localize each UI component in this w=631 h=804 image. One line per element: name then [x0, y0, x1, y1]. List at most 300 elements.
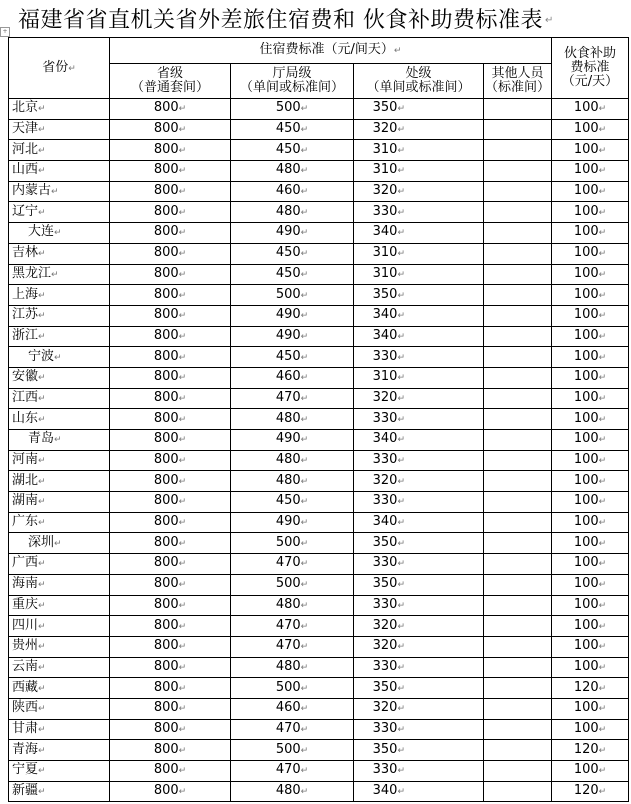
meal-allowance-cell: 100↵ — [552, 554, 629, 575]
provincial-rate-cell-value: 800 — [153, 762, 179, 778]
province-cell: 湖北↵ — [9, 471, 110, 492]
meal-allowance-cell-value: 100 — [573, 658, 599, 674]
table-row — [9, 781, 629, 802]
division-rate-cell-value: 320 — [372, 389, 398, 405]
table-row — [9, 492, 629, 513]
bureau-rate-cell: 470↵ — [231, 719, 354, 740]
province-cell-value: 湖北 — [12, 472, 39, 488]
provincial-rate-cell: 800↵ — [110, 533, 231, 554]
province-cell-value: 深圳 — [28, 534, 55, 550]
province-cell-value: 山东 — [12, 410, 39, 426]
provincial-rate-cell-value: 800 — [153, 162, 179, 178]
other-rate-cell — [484, 616, 552, 637]
other-rate-cell — [484, 202, 552, 223]
province-cell: 西藏↵ — [9, 678, 110, 699]
provincial-rate-cell: 800↵ — [110, 409, 231, 430]
other-rate-cell — [484, 719, 552, 740]
other-rate-cell — [484, 181, 552, 202]
meal-allowance-cell-value: 100 — [573, 265, 599, 281]
division-rate-cell-value: 330 — [372, 658, 398, 674]
provincial-rate-cell: 800↵ — [110, 657, 231, 678]
division-rate-cell-value: 350 — [372, 100, 398, 116]
table-row — [9, 678, 629, 699]
province-cell: 海南↵ — [9, 574, 110, 595]
provincial-rate-cell-value: 800 — [153, 286, 179, 302]
provincial-rate-cell-value: 800 — [153, 389, 179, 405]
division-rate-cell: 330↵ — [354, 657, 484, 678]
division-rate-cell: 320↵ — [354, 471, 484, 492]
meal-allowance-cell: 100↵ — [552, 430, 629, 451]
province-cell-value: 广东 — [12, 514, 39, 530]
bureau-rate-cell-value: 470 — [275, 762, 301, 778]
province-cell: 青海↵ — [9, 740, 110, 761]
bureau-rate-cell-value: 450 — [275, 493, 301, 509]
division-rate-cell: 340↵ — [354, 223, 484, 244]
meal-allowance-cell: 120↵ — [552, 781, 629, 802]
bureau-rate-cell-value: 470 — [275, 720, 301, 736]
bureau-rate-cell: 480↵ — [231, 471, 354, 492]
division-rate-cell-value: 330 — [372, 410, 398, 426]
division-rate-cell: 350↵ — [354, 533, 484, 554]
provincial-rate-cell: 800↵ — [110, 223, 231, 244]
meal-allowance-cell: 100↵ — [552, 512, 629, 533]
meal-allowance-cell-value: 100 — [573, 720, 599, 736]
division-rate-cell: 330↵ — [354, 409, 484, 430]
division-rate-cell: 340↵ — [354, 430, 484, 451]
other-rate-cell — [484, 781, 552, 802]
table-row — [9, 140, 629, 161]
division-rate-cell-value: 340 — [372, 224, 398, 240]
provincial-rate-cell-value: 800 — [153, 431, 179, 447]
page-title: 福建省省直机关省外差旅住宿费和 伙食补助费标准表 ↵ — [18, 8, 554, 33]
division-rate-cell-value: 330 — [372, 452, 398, 468]
table-row — [9, 305, 629, 326]
table-row — [9, 99, 629, 120]
bureau-rate-cell: 470↵ — [231, 554, 354, 575]
bureau-rate-cell-value: 460 — [275, 700, 301, 716]
division-rate-cell-value: 320 — [372, 617, 398, 633]
provincial-rate-cell-value: 800 — [153, 679, 179, 695]
meal-allowance-cell: 100↵ — [552, 636, 629, 657]
province-cell-value: 青海 — [12, 741, 39, 757]
other-rate-cell — [484, 285, 552, 306]
table-row — [9, 243, 629, 264]
meal-allowance-cell: 100↵ — [552, 492, 629, 513]
division-rate-cell-value: 310 — [372, 369, 398, 385]
province-cell: 云南↵ — [9, 657, 110, 678]
division-rate-cell-value: 350 — [372, 679, 398, 695]
provincial-rate-cell-value: 800 — [153, 596, 179, 612]
division-rate-cell-value: 350 — [372, 576, 398, 592]
bureau-rate-cell-value: 480 — [275, 596, 301, 612]
bureau-rate-cell: 450↵ — [231, 140, 354, 161]
meal-allowance-cell: 100↵ — [552, 99, 629, 120]
other-rate-cell — [484, 430, 552, 451]
table-row — [9, 574, 629, 595]
meal-allowance-cell-value: 100 — [573, 224, 599, 240]
bureau-rate-cell-value: 450 — [275, 141, 301, 157]
province-cell: 四川↵ — [9, 616, 110, 637]
meal-allowance-cell: 100↵ — [552, 326, 629, 347]
table-row — [9, 595, 629, 616]
province-cell-value: 湖南 — [12, 493, 39, 509]
provincial-rate-cell: 800↵ — [110, 326, 231, 347]
meal-allowance-cell: 100↵ — [552, 202, 629, 223]
meal-allowance-cell: 100↵ — [552, 223, 629, 244]
meal-allowance-cell: 100↵ — [552, 181, 629, 202]
bureau-rate-cell-value: 490 — [275, 224, 301, 240]
other-rate-cell — [484, 636, 552, 657]
other-rate-cell — [484, 264, 552, 285]
other-rate-cell — [484, 678, 552, 699]
meal-allowance-cell: 100↵ — [552, 450, 629, 471]
provincial-rate-cell: 800↵ — [110, 554, 231, 575]
bureau-rate-cell: 500↵ — [231, 678, 354, 699]
provincial-rate-cell-value: 800 — [153, 224, 179, 240]
provincial-rate-cell-value: 800 — [153, 141, 179, 157]
rates-table — [8, 37, 629, 802]
bureau-rate-cell-value: 500 — [275, 286, 301, 302]
meal-allowance-cell: 100↵ — [552, 616, 629, 637]
bureau-rate-cell-value: 500 — [275, 534, 301, 550]
division-rate-cell-value: 330 — [372, 596, 398, 612]
province-cell: 重庆↵ — [9, 595, 110, 616]
table-anchor-icon[interactable]: + — [0, 27, 10, 37]
division-rate-cell-value: 330 — [372, 555, 398, 571]
province-cell: 山东↵ — [9, 409, 110, 430]
provincial-rate-cell: 800↵ — [110, 678, 231, 699]
province-cell-value: 青岛 — [28, 431, 55, 447]
table-row — [9, 657, 629, 678]
bureau-rate-cell-value: 500 — [275, 100, 301, 116]
bureau-rate-cell: 460↵ — [231, 698, 354, 719]
meal-allowance-cell-value: 100 — [573, 493, 599, 509]
table-body — [9, 99, 629, 802]
province-cell: 甘肃↵ — [9, 719, 110, 740]
provincial-rate-cell: 800↵ — [110, 636, 231, 657]
meal-allowance-cell: 100↵ — [552, 471, 629, 492]
provincial-rate-cell-value: 800 — [153, 700, 179, 716]
meal-allowance-cell-value: 100 — [573, 307, 599, 323]
meal-allowance-cell-value: 100 — [573, 203, 599, 219]
division-rate-cell: 330↵ — [354, 347, 484, 368]
provincial-rate-cell: 800↵ — [110, 740, 231, 761]
meal-allowance-cell: 100↵ — [552, 719, 629, 740]
bureau-rate-cell-value: 450 — [275, 348, 301, 364]
bureau-rate-cell: 460↵ — [231, 367, 354, 388]
division-rate-cell: 320↵ — [354, 119, 484, 140]
provincial-rate-cell-value: 800 — [153, 183, 179, 199]
province-cell-value: 大连 — [28, 224, 55, 240]
table-row — [9, 326, 629, 347]
bureau-rate-cell: 490↵ — [231, 223, 354, 244]
header-provincial: 省级 （普通套间） — [110, 64, 231, 99]
provincial-rate-cell: 800↵ — [110, 450, 231, 471]
bureau-rate-cell-value: 460 — [275, 183, 301, 199]
bureau-rate-cell: 480↵ — [231, 202, 354, 223]
provincial-rate-cell: 800↵ — [110, 595, 231, 616]
province-cell-value: 黑龙江 — [12, 265, 52, 281]
bureau-rate-cell-value: 480 — [275, 162, 301, 178]
table-row — [9, 223, 629, 244]
meal-allowance-cell: 100↵ — [552, 388, 629, 409]
other-rate-cell — [484, 99, 552, 120]
bureau-rate-cell-value: 490 — [275, 327, 301, 343]
province-cell-value: 云南 — [12, 658, 39, 674]
meal-allowance-cell-value: 100 — [573, 327, 599, 343]
provincial-rate-cell: 800↵ — [110, 512, 231, 533]
division-rate-cell: 310↵ — [354, 367, 484, 388]
province-cell: 安徽↵ — [9, 367, 110, 388]
province-cell-value: 辽宁 — [12, 203, 39, 219]
meal-allowance-cell: 100↵ — [552, 305, 629, 326]
province-cell: 浙江↵ — [9, 326, 110, 347]
table-row — [9, 761, 629, 782]
province-cell-value: 西藏 — [12, 679, 39, 695]
other-rate-cell — [484, 492, 552, 513]
bureau-rate-cell: 450↵ — [231, 119, 354, 140]
other-rate-cell — [484, 223, 552, 244]
other-rate-cell — [484, 388, 552, 409]
meal-allowance-cell: 100↵ — [552, 533, 629, 554]
table-row — [9, 450, 629, 471]
division-rate-cell: 330↵ — [354, 761, 484, 782]
division-rate-cell-value: 340 — [372, 514, 398, 530]
division-rate-cell-value: 340 — [372, 783, 398, 799]
table-row — [9, 181, 629, 202]
division-rate-cell-value: 310 — [372, 245, 398, 261]
other-rate-cell — [484, 740, 552, 761]
bureau-rate-cell: 480↵ — [231, 450, 354, 471]
table-row — [9, 367, 629, 388]
bureau-rate-cell-value: 480 — [275, 452, 301, 468]
meal-allowance-cell: 100↵ — [552, 243, 629, 264]
other-rate-cell — [484, 471, 552, 492]
division-rate-cell-value: 310 — [372, 141, 398, 157]
other-rate-cell — [484, 409, 552, 430]
provincial-rate-cell-value: 800 — [153, 100, 179, 116]
bureau-rate-cell-value: 480 — [275, 410, 301, 426]
table-row — [9, 533, 629, 554]
bureau-rate-cell-value: 450 — [275, 245, 301, 261]
provincial-rate-cell: 800↵ — [110, 471, 231, 492]
province-cell-value: 浙江 — [12, 327, 39, 343]
other-rate-cell — [484, 326, 552, 347]
bureau-rate-cell: 450↵ — [231, 243, 354, 264]
bureau-rate-cell-value: 480 — [275, 658, 301, 674]
table-row — [9, 388, 629, 409]
division-rate-cell: 340↵ — [354, 305, 484, 326]
provincial-rate-cell-value: 800 — [153, 327, 179, 343]
province-cell: 北京↵ — [9, 99, 110, 120]
provincial-rate-cell: 800↵ — [110, 161, 231, 182]
division-rate-cell: 350↵ — [354, 740, 484, 761]
meal-allowance-cell-value: 100 — [573, 245, 599, 261]
provincial-rate-cell-value: 800 — [153, 245, 179, 261]
provincial-rate-cell-value: 800 — [153, 555, 179, 571]
bureau-rate-cell-value: 470 — [275, 617, 301, 633]
provincial-rate-cell: 800↵ — [110, 119, 231, 140]
bureau-rate-cell-value: 490 — [275, 307, 301, 323]
province-cell-value: 上海 — [12, 286, 39, 302]
table-row — [9, 161, 629, 182]
header-bureau: 厅局级 （单间或标准间） — [231, 64, 354, 99]
table-row — [9, 202, 629, 223]
table-row — [9, 285, 629, 306]
division-rate-cell: 330↵ — [354, 554, 484, 575]
meal-allowance-cell: 100↵ — [552, 119, 629, 140]
meal-allowance-cell: 100↵ — [552, 409, 629, 430]
other-rate-cell — [484, 698, 552, 719]
province-cell-value: 吉林 — [12, 245, 39, 261]
province-cell-value: 江苏 — [12, 307, 39, 323]
province-cell: 大连↵ — [9, 223, 110, 244]
meal-allowance-cell-value: 100 — [573, 100, 599, 116]
bureau-rate-cell: 480↵ — [231, 657, 354, 678]
other-rate-cell — [484, 119, 552, 140]
division-rate-cell: 340↵ — [354, 326, 484, 347]
province-cell: 山西↵ — [9, 161, 110, 182]
province-cell: 宁夏↵ — [9, 761, 110, 782]
province-cell: 宁波↵ — [9, 347, 110, 368]
provincial-rate-cell-value: 800 — [153, 534, 179, 550]
table-row — [9, 409, 629, 430]
bureau-rate-cell-value: 490 — [275, 431, 301, 447]
provincial-rate-cell-value: 800 — [153, 472, 179, 488]
table-row — [9, 719, 629, 740]
bureau-rate-cell: 480↵ — [231, 161, 354, 182]
division-rate-cell-value: 320 — [372, 472, 398, 488]
division-rate-cell: 340↵ — [354, 781, 484, 802]
provincial-rate-cell-value: 800 — [153, 720, 179, 736]
meal-allowance-cell-value: 120 — [573, 741, 599, 757]
table-row — [9, 616, 629, 637]
bureau-rate-cell: 480↵ — [231, 595, 354, 616]
division-rate-cell: 310↵ — [354, 243, 484, 264]
meal-allowance-cell-value: 100 — [573, 183, 599, 199]
bureau-rate-cell: 470↵ — [231, 616, 354, 637]
division-rate-cell: 350↵ — [354, 99, 484, 120]
bureau-rate-cell: 500↵ — [231, 285, 354, 306]
other-rate-cell — [484, 761, 552, 782]
division-rate-cell-value: 340 — [372, 307, 398, 323]
provincial-rate-cell-value: 800 — [153, 307, 179, 323]
division-rate-cell-value: 320 — [372, 700, 398, 716]
division-rate-cell: 350↵ — [354, 285, 484, 306]
provincial-rate-cell-value: 800 — [153, 638, 179, 654]
meal-allowance-cell: 100↵ — [552, 698, 629, 719]
provincial-rate-cell-value: 800 — [153, 493, 179, 509]
division-rate-cell-value: 330 — [372, 762, 398, 778]
provincial-rate-cell-value: 800 — [153, 203, 179, 219]
provincial-rate-cell-value: 800 — [153, 617, 179, 633]
meal-allowance-cell: 100↵ — [552, 347, 629, 368]
provincial-rate-cell-value: 800 — [153, 369, 179, 385]
meal-allowance-cell-value: 100 — [573, 555, 599, 571]
provincial-rate-cell: 800↵ — [110, 140, 231, 161]
division-rate-cell: 320↵ — [354, 698, 484, 719]
meal-allowance-cell: 120↵ — [552, 678, 629, 699]
bureau-rate-cell-value: 470 — [275, 638, 301, 654]
meal-allowance-cell-value: 100 — [573, 514, 599, 530]
table-row — [9, 636, 629, 657]
header-division: 处级 （单间或标准间） — [354, 64, 484, 99]
bureau-rate-cell: 470↵ — [231, 636, 354, 657]
provincial-rate-cell: 800↵ — [110, 719, 231, 740]
bureau-rate-cell-value: 450 — [275, 265, 301, 281]
province-cell-value: 贵州 — [12, 638, 39, 654]
provincial-rate-cell: 800↵ — [110, 781, 231, 802]
meal-allowance-cell-value: 100 — [573, 596, 599, 612]
other-rate-cell — [484, 161, 552, 182]
bureau-rate-cell: 490↵ — [231, 305, 354, 326]
bureau-rate-cell: 500↵ — [231, 533, 354, 554]
provincial-rate-cell: 800↵ — [110, 616, 231, 637]
other-rate-cell — [484, 512, 552, 533]
province-cell-value: 甘肃 — [12, 720, 39, 736]
division-rate-cell-value: 310 — [372, 162, 398, 178]
division-rate-cell: 320↵ — [354, 616, 484, 637]
province-cell: 吉林↵ — [9, 243, 110, 264]
province-cell: 内蒙古↵ — [9, 181, 110, 202]
division-rate-cell-value: 330 — [372, 493, 398, 509]
meal-allowance-cell: 100↵ — [552, 140, 629, 161]
table-row — [9, 347, 629, 368]
province-cell: 辽宁↵ — [9, 202, 110, 223]
other-rate-cell — [484, 140, 552, 161]
table-row — [9, 119, 629, 140]
meal-allowance-cell-value: 100 — [573, 638, 599, 654]
provincial-rate-cell: 800↵ — [110, 430, 231, 451]
province-cell-value: 宁波 — [28, 348, 55, 364]
other-rate-cell — [484, 554, 552, 575]
meal-allowance-cell-value: 120 — [573, 679, 599, 695]
province-cell: 广西↵ — [9, 554, 110, 575]
province-cell-value: 陕西 — [12, 700, 39, 716]
meal-allowance-cell: 100↵ — [552, 657, 629, 678]
division-rate-cell: 350↵ — [354, 678, 484, 699]
meal-allowance-cell-value: 100 — [573, 617, 599, 633]
division-rate-cell: 330↵ — [354, 492, 484, 513]
bureau-rate-cell: 460↵ — [231, 181, 354, 202]
bureau-rate-cell: 450↵ — [231, 492, 354, 513]
provincial-rate-cell-value: 800 — [153, 741, 179, 757]
division-rate-cell: 320↵ — [354, 636, 484, 657]
table-row — [9, 430, 629, 451]
province-cell-value: 新疆 — [12, 783, 39, 799]
provincial-rate-cell-value: 800 — [153, 783, 179, 799]
other-rate-cell — [484, 243, 552, 264]
bureau-rate-cell-value: 500 — [275, 576, 301, 592]
other-rate-cell — [484, 305, 552, 326]
province-cell: 青岛↵ — [9, 430, 110, 451]
bureau-rate-cell: 490↵ — [231, 512, 354, 533]
division-rate-cell-value: 320 — [372, 121, 398, 137]
meal-allowance-cell-value: 100 — [573, 286, 599, 302]
provincial-rate-cell: 800↵ — [110, 761, 231, 782]
header-lodging-group: 住宿费标准（元/间天）↵ — [110, 38, 552, 64]
province-cell-value: 海南 — [12, 576, 39, 592]
meal-allowance-cell-value: 100 — [573, 576, 599, 592]
provincial-rate-cell-value: 800 — [153, 265, 179, 281]
division-rate-cell-value: 310 — [372, 265, 398, 281]
province-cell-value: 山西 — [12, 162, 39, 178]
province-cell: 江苏↵ — [9, 305, 110, 326]
division-rate-cell: 350↵ — [354, 574, 484, 595]
division-rate-cell: 340↵ — [354, 512, 484, 533]
provincial-rate-cell: 800↵ — [110, 574, 231, 595]
provincial-rate-cell: 800↵ — [110, 243, 231, 264]
